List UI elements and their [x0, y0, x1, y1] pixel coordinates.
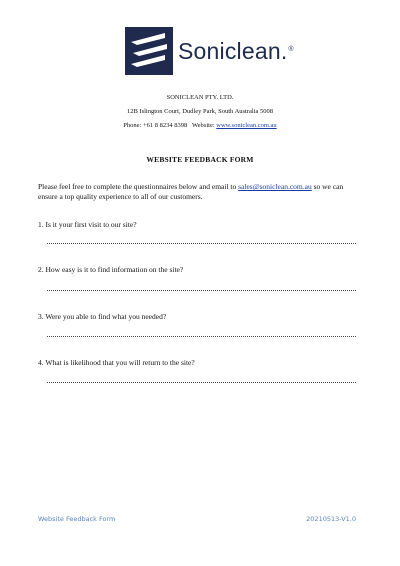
- question-2: 2. How easy is it to find information on the site?: [38, 265, 184, 274]
- soniclean-logo-icon: [125, 27, 173, 75]
- phone-text: Phone: +61 8 8234 8398: [123, 122, 188, 129]
- company-logo: [125, 27, 293, 75]
- answer-line-3[interactable]: [47, 336, 356, 337]
- intro-text-end: so we can ensure a top quality experience to all of our customers.: [38, 182, 344, 201]
- intro-text-start: Please feel free to complete the questionnaires below and email to: [38, 182, 239, 191]
- answer-line-1[interactable]: [47, 243, 356, 244]
- company-name: SONICLEAN PTY. LTD.: [166, 94, 234, 101]
- answer-line-4[interactable]: [47, 382, 356, 383]
- question-3: 3. Were you able to find what you needed?: [38, 312, 167, 321]
- company-address: 12B Islington Court, Dudley Park, South Australia 5008: [126, 108, 274, 115]
- email-link[interactable]: sales@soniclean.com.au: [238, 182, 312, 191]
- website-label: Website:: [192, 122, 215, 129]
- question-1: 1. Is it your first visit to our site?: [38, 220, 137, 229]
- intro-paragraph: [38, 182, 363, 202]
- form-title: WEBSITE FEEDBACK FORM: [146, 155, 254, 164]
- question-4: 4. What is likelihood that you will return to the site?: [38, 358, 195, 367]
- footer-document-name: Website Feedback Form: [38, 515, 116, 523]
- answer-line-2[interactable]: [47, 290, 356, 291]
- registered-mark: ®: [288, 45, 294, 53]
- footer-version: 20210513-V1.0: [306, 515, 356, 523]
- logo-wordmark: Soniclean.: [178, 37, 288, 64]
- website-link[interactable]: www.soniclean.com.au: [216, 122, 277, 129]
- company-contact: [0, 123, 400, 130]
